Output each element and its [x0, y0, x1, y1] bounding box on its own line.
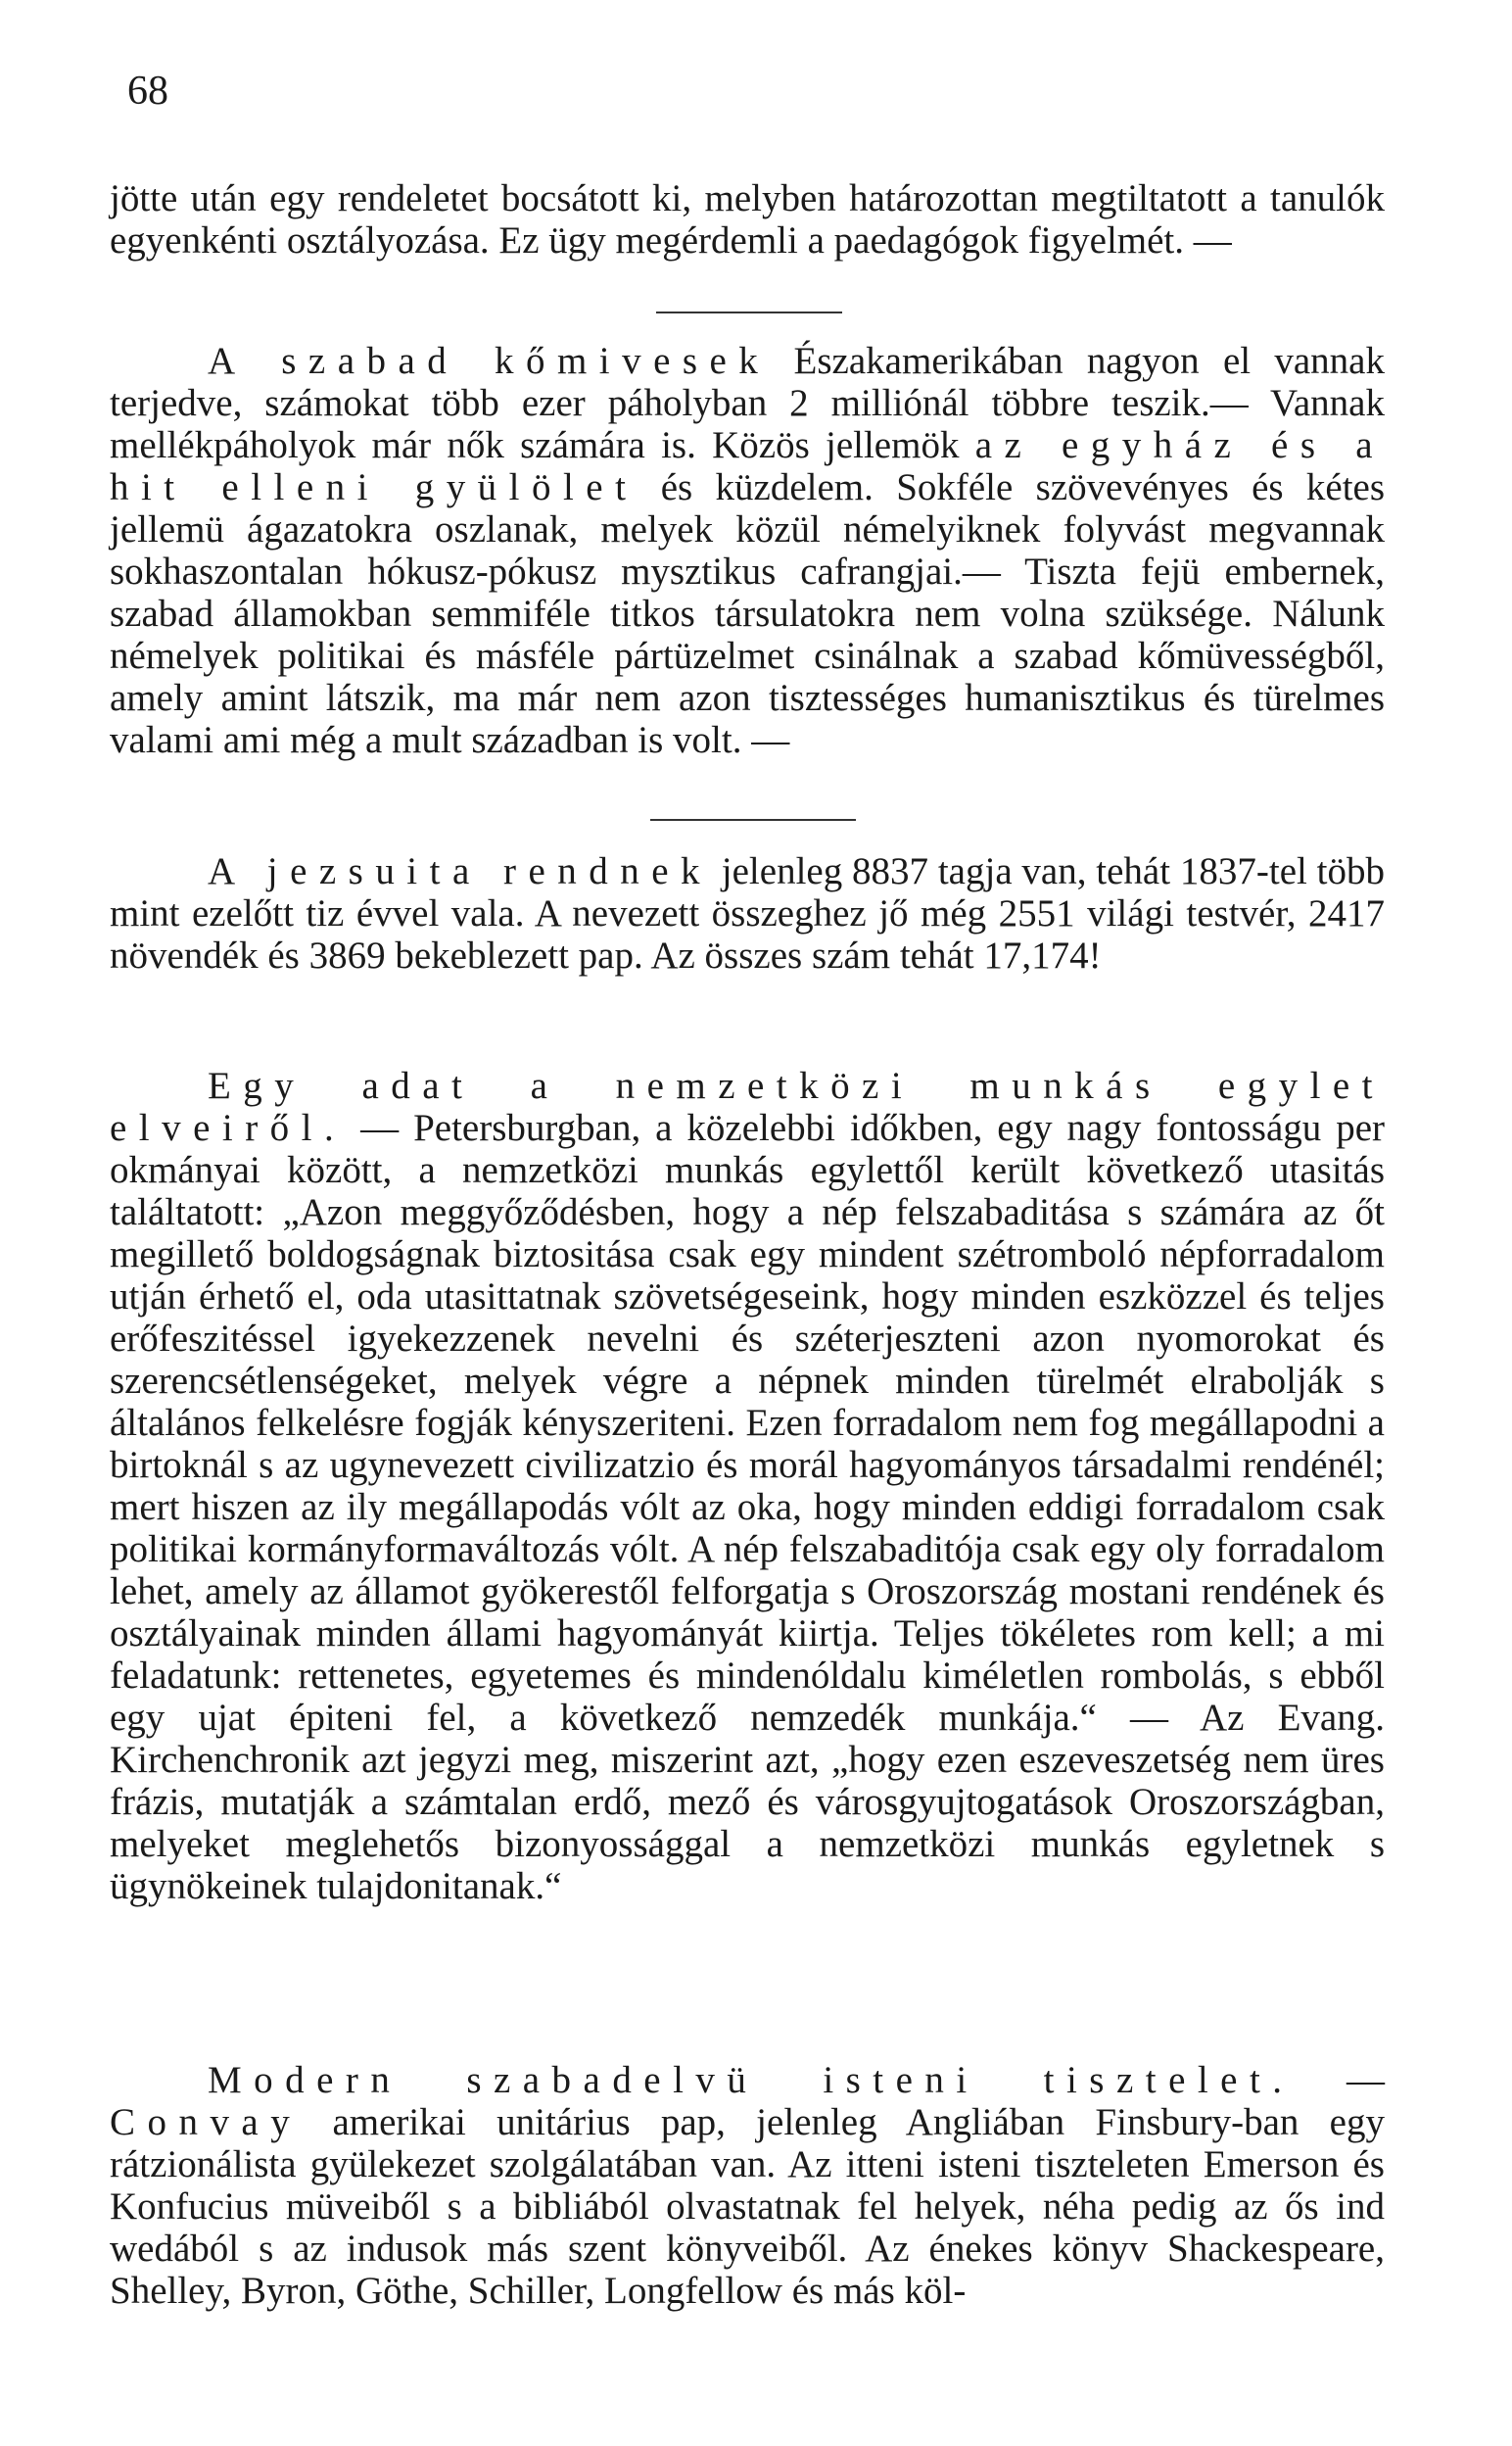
paragraph-heading: A jezsuita rendnek: [208, 850, 712, 892]
paragraph-heading: Modern szabadelvü isteni tisztelet.: [208, 2059, 1295, 2101]
paragraph-modern-worship: [110, 2059, 1385, 2312]
paragraph-text: Északamerikában nagyon el vannak terjedve, számokat több ezer páholyban 2 milliónál többre teszik.— Vannak mellékpáholyok már nők számára is. Közös jellemök: [110, 340, 1385, 466]
paragraph-school-decree: [110, 177, 1385, 262]
paragraph-text: — Petersburgban, a közelebbi időkben, egy nagy fontosságu per okmányai között, a nemzetközi munkás egylettől került következő utasitás találtatott: „Azon meggyőződésben, hogy a nép felszabaditása s számára az őt megillető boldogságnak biztositása csak egy mindent szétromboló népforradalom utján érhető el, oda utasittatnak szövetségeseink, hogy minden eszközzel és teljes erőfeszitéssel igyekezzenek nevelni és széterjeszteni azon nyomorokat és szerencsétlenségeket, melyek végre a népnek minden türelmét elrabolják s általános felkelésre fogják kényszeriteni. Ezen forradalom nem fog megállapodni a birtoknál s az ugynevezett civilizatzio és morál hagyományos társadalmi rendénél; mert hiszen az ily megállapodás vólt az oka, hogy minden eddigi forradalom csak politikai kormányformaváltozás vólt. A nép felszabaditója csak egy oly forradalom lehet, amely az államot gyökerestől felforgatja s Oroszország mostani rendének és osztályainak minden állami hagyományát kiirtja. Teljes tökéletes rom kell; a mi feladatunk: rettenetes, egyetemes és mindenóldalu kiméletlen rombolás, s ebből egy ujat épiteni fel, a következő nemzedék munkája.“ — Az Evang. Kirchenchronik azt jegyzi meg, miszerint azt, „hogy ezen eszeveszetség nem üres frázis, mutatják a számtalan erdő, mező és városgyujtogatások Oroszországban, melyeket meglehetős bizonyossággal a nemzetközi munkás egyletnek s ügynökeinek tulajdonitanak.“: [110, 1107, 1385, 1907]
paragraph-heading: A szabad kőmivesek: [208, 340, 771, 382]
emphasized-name: Convay: [110, 2101, 303, 2143]
paragraph-heading: Egy adat a nemzetközi munkás egylet elveiről.: [110, 1065, 1385, 1149]
paragraph-text: jelenleg 8837 tagja van, tehát 1837-tel több mint ezelőtt tiz évvel vala. A nevezett összeghez jő még 2551 világi testvér, 2417 növendék és 3869 bekeblezett pap. Az összes szám tehát 17,174!: [110, 850, 1385, 977]
paragraph-text: amerikai unitárius pap, jelenleg Angliában Finsbury-ban egy rátzionálista gyülekezet szolgálatában van. Az itteni isteni tiszteleten Emerson és Konfucius müveiből s a bibliából olvastatnak fel helyek, néha pedig az ős ind wedából s az indusok más szent könyveiből. Az énekes könyv Shackespeare, Shelley, Byron, Göthe, Schiller, Longfellow és más köl-: [110, 2101, 1385, 2312]
section-divider: [656, 312, 842, 313]
paragraph-freemasons: [110, 340, 1385, 761]
section-divider: [650, 819, 856, 821]
page-number: 68: [127, 69, 168, 114]
paragraph-text: —: [1294, 2059, 1385, 2101]
paragraph-jesuits: [110, 850, 1385, 977]
paragraph-international-workers: [110, 1065, 1385, 1907]
emphasized-phrase: az egyház és a hit elleni gyülölet: [110, 424, 1385, 508]
paragraph-text: jötte után egy rendeletet bocsátott ki, melyben határozottan megtiltatott a tanulók egyenkénti osztályozása. Ez ügy megérdemli a paedagógok figyelmét. —: [110, 177, 1385, 262]
paragraph-text: és küzdelem. Sokféle szövevényes és kétes jellemü ágazatokra oszlanak, melyek közül némelyiknek folyvást megvannak sokhaszontalan hókusz-pókusz mysztikus cafrangjai.— Tiszta fejü embernek, szabad államokban semmiféle titkos társulatokra nem volna szüksége. Nálunk némelyek politikai és másféle pártüzelmet csinálnak a szabad kőmüvességből, amely amint látszik, ma már nem azon tisztességes humanisztikus és türelmes valami ami még a mult században is volt. —: [110, 466, 1386, 761]
